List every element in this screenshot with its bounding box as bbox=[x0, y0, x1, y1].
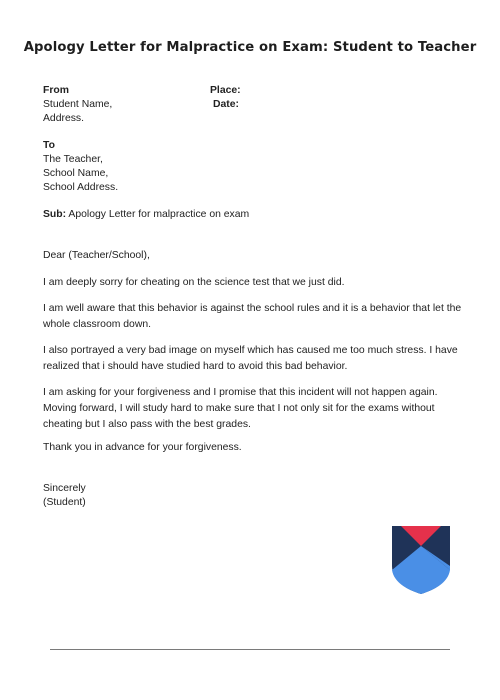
to-heading: To bbox=[43, 140, 55, 151]
date-label: Date: bbox=[213, 99, 239, 110]
body-paragraph-1: I am deeply sorry for cheating on the science test that we just did. bbox=[43, 277, 345, 288]
subject-line bbox=[43, 208, 249, 222]
subject-label: Sub: bbox=[43, 209, 67, 220]
from-line-address: Address. bbox=[43, 113, 85, 124]
from-heading: From bbox=[43, 85, 69, 96]
salutation: Dear (Teacher/School), bbox=[43, 250, 150, 261]
place-label: Place: bbox=[210, 85, 241, 96]
document-title: Apology Letter for Malpractice on Exam: Student to Teacher bbox=[23, 40, 477, 55]
body-paragraph-4: I am asking for your forgiveness and I promise that this incident will not happen again. Moving forward, I will study hard to make sure that I not only sit for the exams without cheating but I also pass with the best grades. bbox=[43, 387, 438, 430]
closing-signature: (Student) bbox=[43, 497, 86, 508]
subject-text: Apology Letter for malpractice on exam bbox=[66, 209, 250, 220]
shield-logo-icon bbox=[392, 526, 450, 594]
body-paragraph-3: I also portrayed a very bad image on myself which has caused me too much stress. I have realized that i should have studied hard to avoid this bad behavior. bbox=[43, 345, 458, 372]
body-paragraph-5: Thank you in advance for your forgiveness. bbox=[43, 442, 242, 453]
closing-sincerely: Sincerely bbox=[43, 483, 86, 494]
to-line-school-address: School Address. bbox=[43, 182, 119, 193]
to-line-teacher: The Teacher, bbox=[43, 154, 103, 165]
footer-divider bbox=[50, 649, 450, 650]
from-line-student-name: Student Name, bbox=[43, 99, 113, 110]
to-line-school-name: School Name, bbox=[43, 168, 109, 179]
body-paragraph-2: I am well aware that this behavior is against the school rules and it is a behavior that let the whole classroom down. bbox=[43, 303, 462, 330]
